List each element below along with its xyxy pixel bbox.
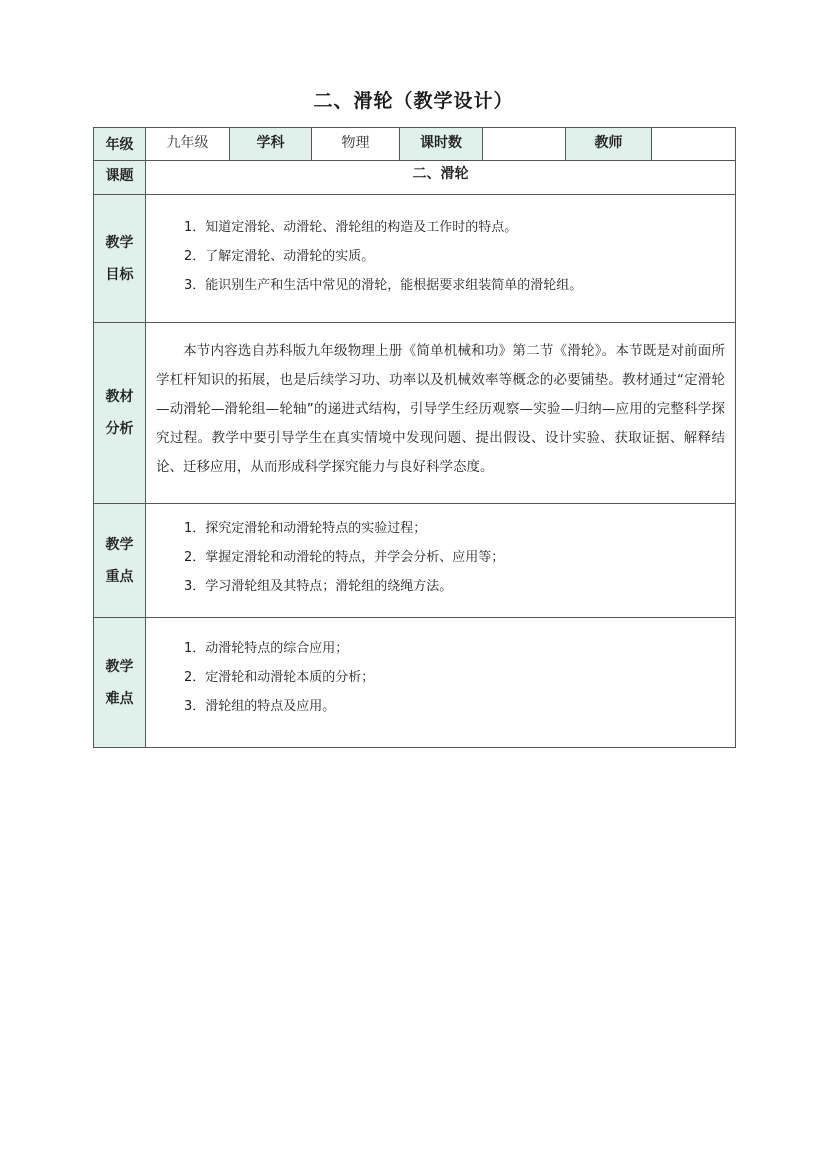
document-title: 二、滑轮（教学设计） (313, 90, 514, 112)
key-point-item: 2．掌握定滑轮和动滑轮的特点，并学会分析、应用等； (184, 550, 505, 565)
topic-label: 课题 (94, 161, 146, 195)
grade-label: 年级 (94, 128, 146, 161)
objective-item: 1．知道定滑轮、动滑轮、滑轮组的构造及工作时的特点。 (184, 220, 518, 235)
grade-value: 九年级 (146, 128, 230, 161)
objectives-content (146, 195, 736, 323)
topic-value: 二、滑轮 (146, 161, 736, 195)
info-row (94, 128, 736, 161)
difficulty-item: 2．定滑轮和动滑轮本质的分析； (184, 670, 375, 685)
analysis-label: 教材 分析 (94, 323, 146, 504)
key-points-content (146, 504, 736, 618)
analysis-content (146, 323, 736, 504)
analysis-row (94, 323, 736, 504)
lesson-plan-table (93, 127, 736, 748)
analysis-paragraph: 本节内容选自苏科版九年级物理上册《简单机械和功》第二节《滑轮》。本节既是对前面所学杠杆知识的拓展，也是后续学习功、功率以及机械效率等概念的必要铺垫。教材通过“定滑轮—动滑轮—滑轮组—轮轴”的递进式结构，引导学生经历观察—实验—归纳—应用的完整科学探究过程。教学中要引导学生在真实情境中发现问题、提出假设、设计实验、获取证据、解释结论、迁移应用，从而形成科学探究能力与良好科学态度。 (156, 343, 725, 475)
key-point-item: 3．学习滑轮组及其特点；滑轮组的绕绳方法。 (184, 579, 453, 594)
objectives-row (94, 195, 736, 323)
teacher-value (652, 128, 736, 161)
teacher-label: 教师 (566, 128, 652, 161)
difficulties-label: 教学 难点 (94, 618, 146, 748)
objectives-label: 教学 目标 (94, 195, 146, 323)
key-point-item: 1．探究定滑轮和动滑轮特点的实验过程； (184, 521, 427, 536)
difficulties-content (146, 618, 736, 748)
hours-label: 课时数 (400, 128, 483, 161)
difficulty-item: 1．动滑轮特点的综合应用； (184, 641, 349, 656)
subject-value: 物理 (312, 128, 400, 161)
subject-label: 学科 (230, 128, 312, 161)
hours-value (483, 128, 566, 161)
objective-item: 2．了解定滑轮、动滑轮的实质。 (184, 249, 375, 264)
difficulties-row (94, 618, 736, 748)
topic-row (94, 161, 736, 195)
key-points-label: 教学 重点 (94, 504, 146, 618)
key-points-row (94, 504, 736, 618)
difficulty-item: 3．滑轮组的特点及应用。 (184, 699, 336, 714)
objective-item: 3．能识别生产和生活中常见的滑轮，能根据要求组装简单的滑轮组。 (184, 278, 583, 293)
